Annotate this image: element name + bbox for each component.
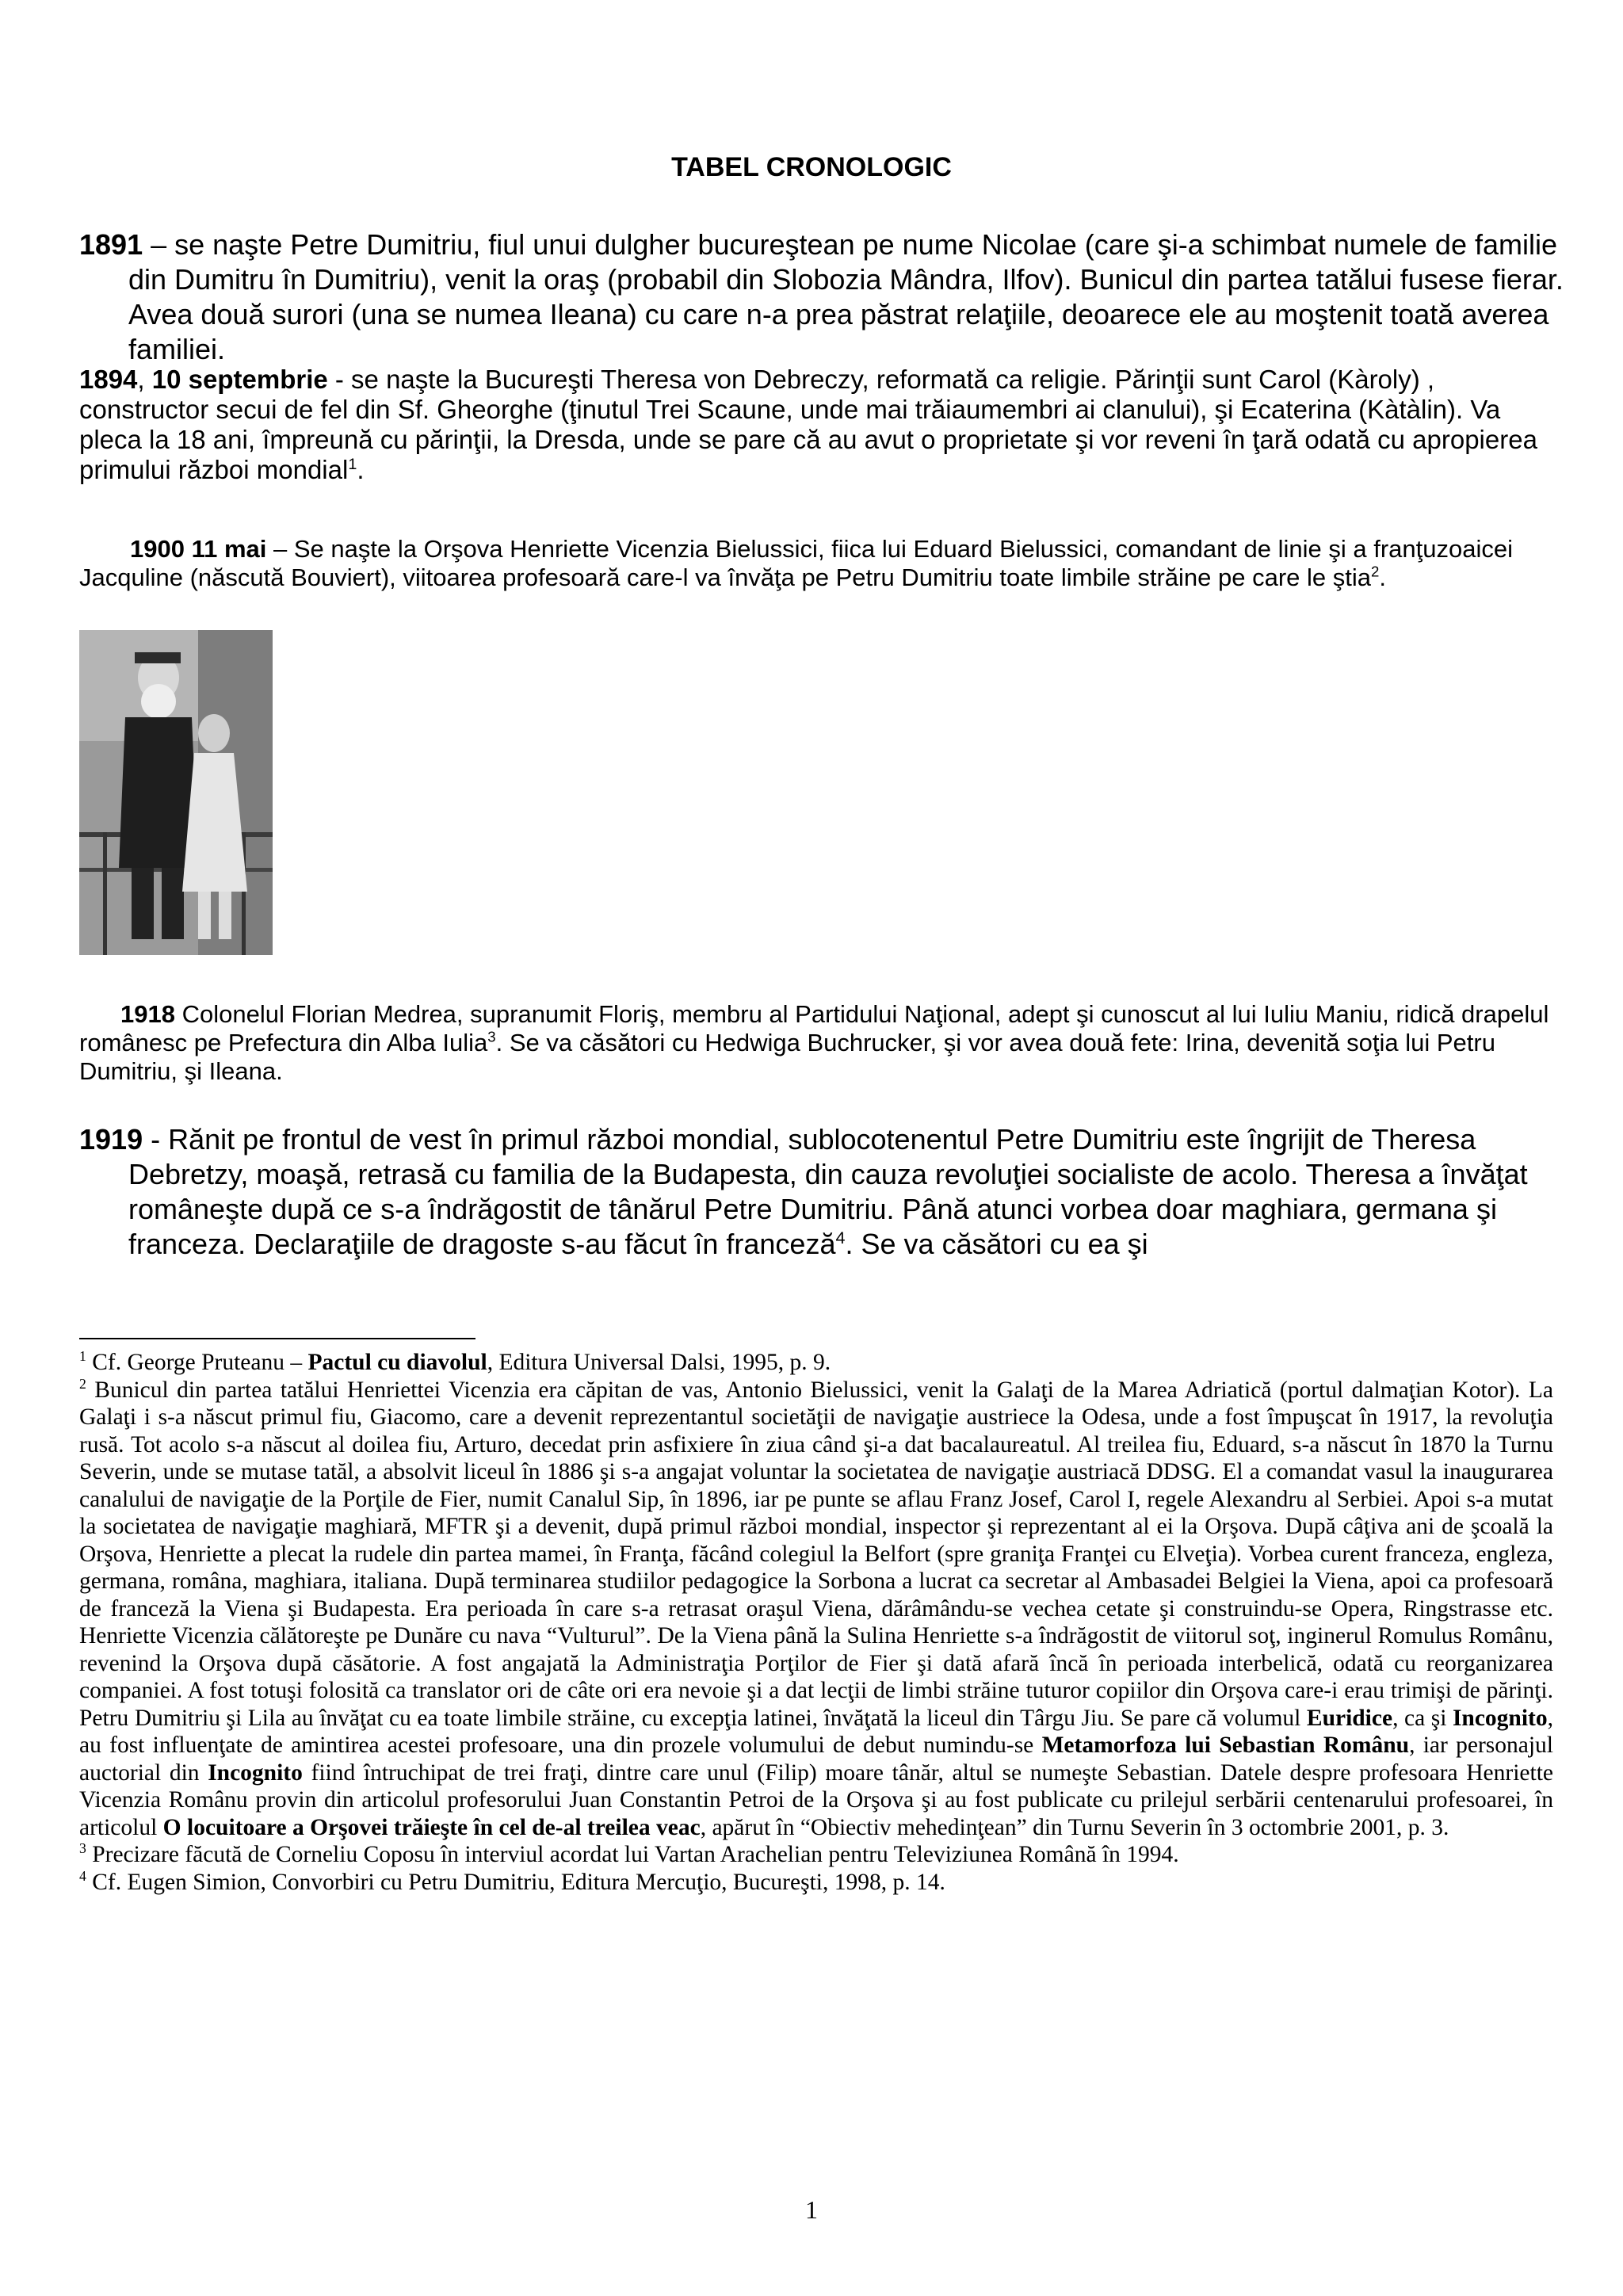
entry-text: - se naşte la Bucureşti Theresa von Debreczy, reformată ca religie. Părinţii sunt Carol (Kàroly) , constructor secui de fel din Sf. Gheorghe (ţinutul Trei Scaune, unde mai trăiaumembri ai clanului), şi Ecaterina (Kàtàlin). Va pleca la 18 ani, împreună cu părinţii, la Dresda, unde se pare că au avut o proprietate şi vor reveni în ţară odată cu apropierea primului război mondial — [79, 365, 1537, 484]
entry-date: 1918 — [120, 1000, 175, 1028]
entry-date: 1900 11 mai — [130, 535, 267, 563]
footnote-1 — [79, 1349, 1553, 1377]
entry-text: - Rănit pe frontul de vest în primul război mondial, sublocotenentul Petre Dumitriu este îngrijit de Theresa Debretzy, moaşă, retrasă cu familia de la Budapesta, din cauza revoluţiei socialiste de acolo. Theresa a învăţat româneşte după ce s-a îndrăgostit de tânărul Petre Dumitriu. Până atunci vorbea doar maghiara, germana şi franceza. Declaraţiile de dragoste s-au făcut în franceză — [128, 1123, 1528, 1260]
entry-text: Colonelul Florian Medrea, supranumit Floriş, membru al Partidului Naţional, adept şi cunoscut al lui Iuliu Maniu, ridică drapelul românesc pe Prefectura din Alba Iulia — [79, 1000, 1549, 1056]
entry-text: – Se naşte la Orşova Henriette Vicenzia Bielussici, fiica lui Eduard Bielussici, comandant de linie şi a franţuzoaicei Jacquline (născută Bouviert), viitoarea profesoară care-l va învăţa pe Petru Dumitriu toate limbile străine pe care le ştia — [79, 535, 1514, 591]
footnote-text: , au fost influenţate de amintirea acestei profesoare, una din prozele volumului de debut numindu-se — [79, 1705, 1553, 1758]
footnote-text: Bunicul din partea tatălui Henriettei Vicenzia era căpitan de vas, Antonio Bielussici, venit la Galaţi de la Marea Adriatică (portul dalmaţian Kotor). La Galaţi i s-a născut primul fiu, Giacomo, care a devenit reprezentantul societăţii de navigaţie austriece la Odesa, unde a fost împuşcat în 1917, la revoluţia rusă. Tot acolo s-a născut al doilea fiu, Arturo, decedat prin asfixiere în ziua când şi-a dat bacalaureatul. Al treilea fiu, Eduard, s-a născut în 1870 la Turnu Severin, unde se mutase tatăl, a absolvit liceul în 1886 şi s-a angajat voluntar la societatea de navigaţie austriacă DDSG. El a comandat vasul la inaugurarea canalului de navigaţie de la Porţile de Fier, numit Canalul Sip, în 1896, iar pe punte se aflau Franz Josef, Carol I, regele Alexandru al Serbiei. Apoi s-a mutat la societatea de navigaţie maghiară, MFTR şi a devenit, după primul război mondial, inspector şi reprezentant al ei la Orşova. După câţiva ani de şcoală la Orşova, Henriette a plecat la rudele din partea mamei, în Franţa, făcând colegiul la Belfort (spre graniţa Franţei cu Elveţia). Vorbea curent franceza, engleza, germana, româna, maghiara, italiana. După terminarea studiilor pedagogice la Sorbona a lucrat ca secretar al Ambasadei Belgiei la Viena, apoi ca profesoară de franceză la Viena şi Budapesta. Era perioada în care s-a retrasat oraşul Viena, dărâmându-se vechea cetate şi construindu-se Opera, Ringstrasse etc. Henriette Vicenzia călătoreşte pe Dunăre cu nava “Vulturul”. De la Viena până la Sulina Henriette s-a îndrăgostit de viitorul soţ, inginerul Romulus Românu, revenind la Orşova după căsătorie. A fost angajată la Administraţia Porţilor de Fier şi dată afară încă în perioada interbelică, odată cu reorganizarea companiei. A fost totuşi folosită ca translator ori de câte ori era nevoie şi a dat lecţii de limbi străine tuturor copiilor din Orşova care-i erau trimişi de părinţi. Petru Dumitriu şi Lila au învăţat cu ea toate limbile străine, cu excepţia latinei, învăţată la liceul din Târgu Jiu. Se pare că volumul — [79, 1377, 1553, 1731]
page-title: TABEL CRONOLOGIC — [671, 152, 952, 182]
footnote-book-title: Pactul cu diavolul — [307, 1350, 487, 1375]
footnote-number: 3 — [79, 1840, 86, 1857]
chronology-entry-1894 — [79, 365, 1553, 485]
entry-tail: . Se va căsători cu Hedwiga Buchrucker, şi vor avea două fete: Irina, devenită soţia lui Petru Dumitriu, şi Ileana. — [79, 1029, 1495, 1085]
footnote-separator — [79, 1338, 475, 1339]
footnote-ref[interactable]: 3 — [487, 1028, 496, 1045]
footnote-text: , apărut în “Obiectiv mehedinţean” din Turnu Severin în 3 octombrie 2001, p. 3. — [700, 1814, 1449, 1840]
entry-text: – se naşte Petre Dumitriu, fiul unui dulgher bucureştean pe nume Nicolae (care şi-a schimbat numele de familie din Dumitru în Dumitriu), venit la oraş (probabil din Slobozia Mândra, Ilfov). Bunicul din partea tatălui fusese fierar. Avea două surori (una se numea Ileana) cu care n-a prea păstrat relaţiile, deoarece ele au moştenit toată averea familiei. — [128, 228, 1564, 365]
footnote-number: 4 — [79, 1867, 86, 1884]
entry-tail: . — [1379, 563, 1386, 591]
footnote-book-title: Incognito — [1452, 1705, 1548, 1731]
footnote-article-title: O locuitoare a Orşovei trăieşte în cel de-al treilea veac — [162, 1814, 701, 1840]
footnote-2 — [79, 1377, 1553, 1842]
footnote-ref[interactable]: 2 — [1371, 563, 1380, 580]
entry-date: 1891 — [79, 228, 143, 261]
footnote-text: , iar personajul auctorial din — [79, 1733, 1553, 1786]
chronology-entry-1900 — [79, 535, 1553, 592]
footnote-number: 2 — [79, 1375, 86, 1392]
footnote-book-title: Metamorfoza lui Sebastian Românu — [1041, 1733, 1410, 1758]
entry-tail: . — [357, 455, 365, 484]
footnote-text: fiind întruchipat de trei fraţi, dintre care unul (Filip) moare tânăr, altul se numeşte Sebastian. Datele despre profesoara Henriette Vicenzia Românu provin din articolul profesorului Juan Constantin Petroi de la Orşova şi au fost publicate cu prilejul serbării centenarului profesoarei, în articolul — [79, 1759, 1553, 1840]
entry-separator: , — [137, 365, 152, 394]
footnote-book-title: Euridice — [1306, 1705, 1393, 1731]
footnote-3 — [79, 1841, 1553, 1869]
footnote-text: , Editura Universal Dalsi, 1995, p. 9. — [487, 1350, 831, 1375]
footnote-ref[interactable]: 1 — [348, 456, 357, 473]
page-number: 1 — [805, 2195, 818, 2224]
footnote-text: , ca şi — [1392, 1705, 1453, 1731]
chronology-entry-1918 — [79, 1000, 1553, 1086]
entry-tail: . Se va căsători cu ea şi — [845, 1228, 1148, 1260]
footnote-text: Precizare făcută de Corneliu Coposu în interviul acordat lui Vartan Arachelian pentru Televiziunea Română în 1994. — [86, 1842, 1179, 1867]
footnote-text: Cf. Eugen Simion, Convorbiri cu Petru Dumitriu, Editura Mercuţio, Bucureşti, 1998, p. 14. — [86, 1869, 945, 1895]
photo-illustration — [79, 630, 273, 955]
footnote-4 — [79, 1869, 1553, 1897]
chronology-entry-1891 — [79, 227, 1602, 367]
footnote-book-title: Incognito — [208, 1759, 303, 1786]
chronology-entry-1919 — [79, 1122, 1602, 1262]
historical-photo — [79, 630, 273, 955]
footnote-ref[interactable]: 4 — [835, 1228, 846, 1247]
footnotes — [79, 1349, 1553, 1896]
footnote-text: Cf. George Pruteanu – — [86, 1350, 308, 1375]
entry-date: 1894 — [79, 365, 138, 394]
entry-date-detail: 10 septembrie — [151, 365, 328, 394]
entry-date: 1919 — [79, 1123, 143, 1156]
footnote-number: 1 — [79, 1348, 86, 1365]
